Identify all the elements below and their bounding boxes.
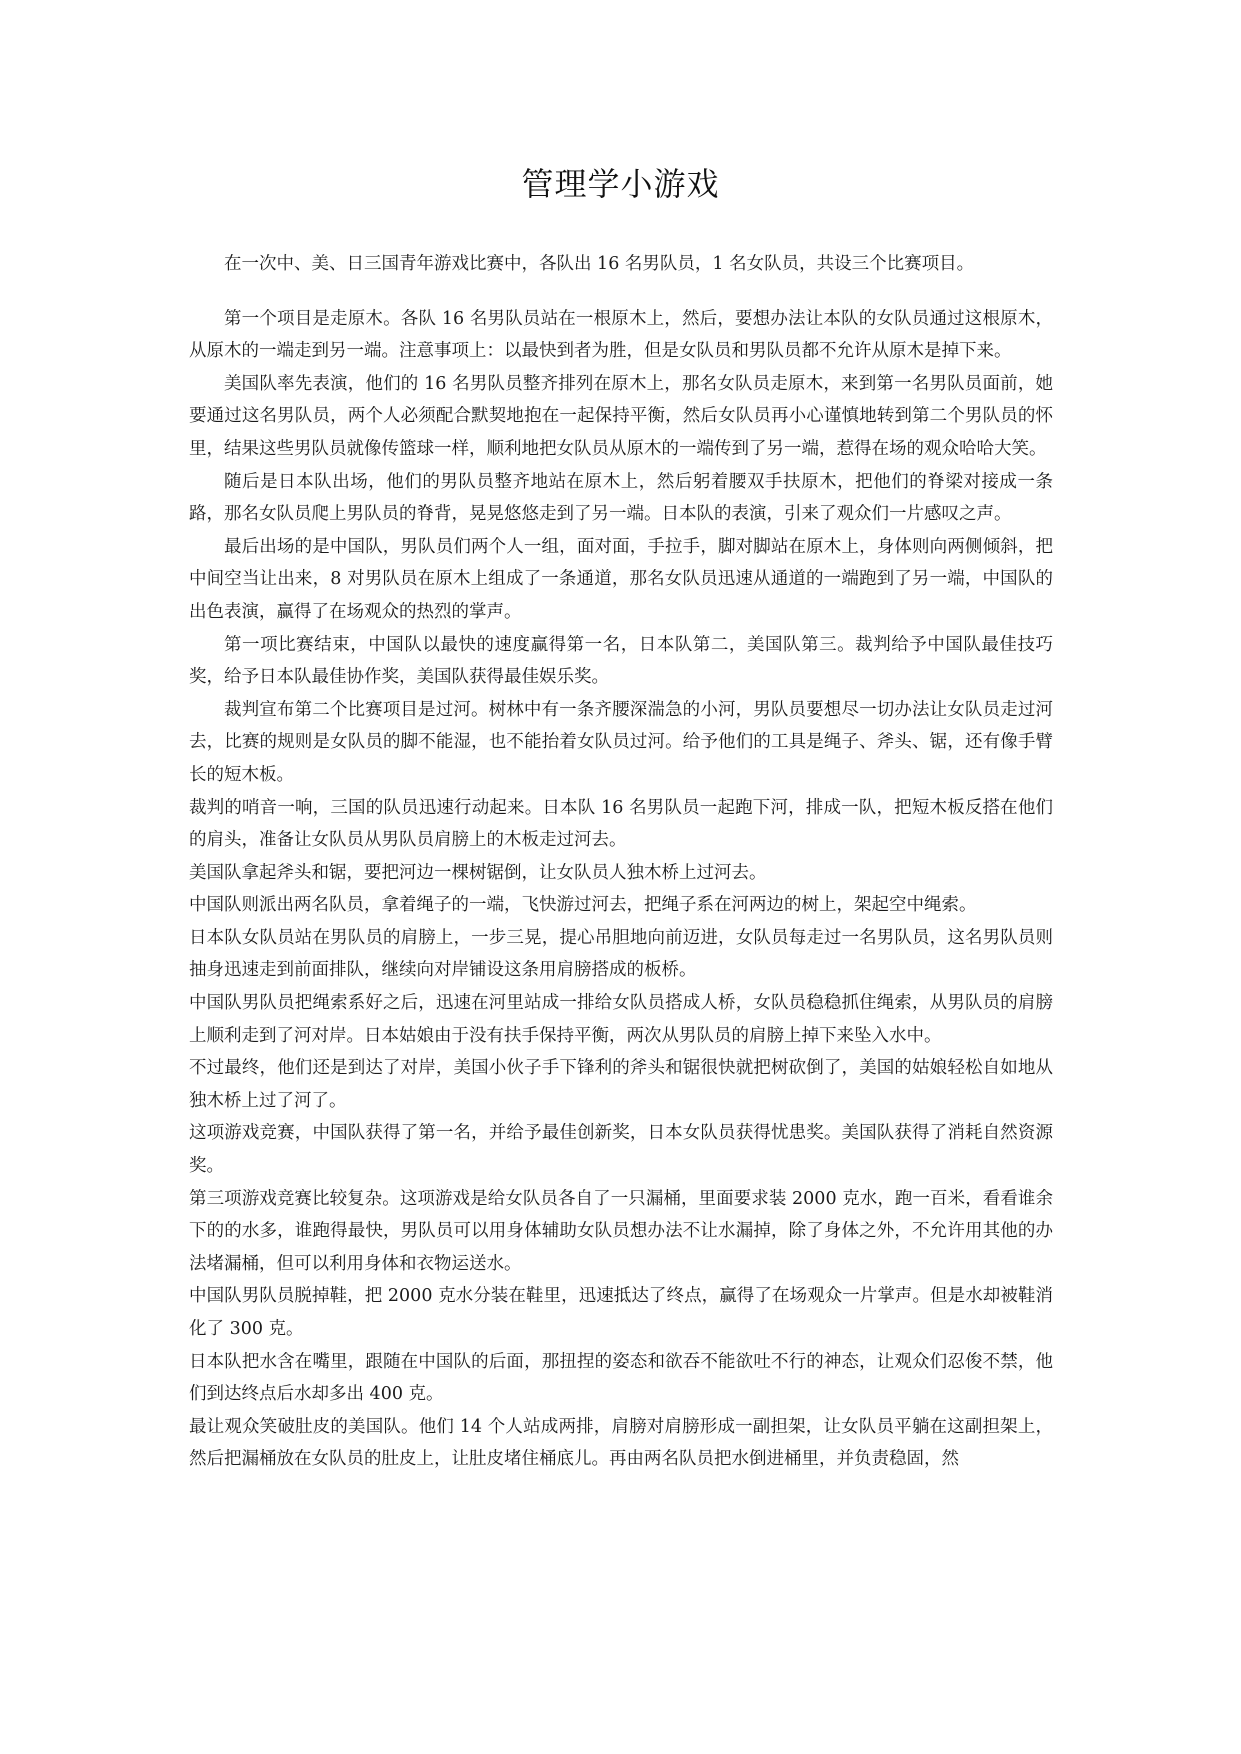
paragraph: 第三项游戏竞赛比较复杂。这项游戏是给女队员各自了一只漏桶，里面要求装 2000 克水，跑一百米，看看谁余下的的水多，谁跑得最快，男队员可以用身体辅助女队员想办法不让水漏掉，除了身体之外，不允许用其他的办法堵漏桶，但可以利用身体和衣物运送水。 [189, 1188, 1053, 1274]
paragraph: 美国队拿起斧头和锯，要把河边一棵树锯倒，让女队员人独木桥上过河去。 [189, 862, 767, 883]
paragraph-intro: 在一次中、美、日三国青年游戏比赛中，各队出 16 名男队员，1 名女队员，共设三个比赛项目。 [224, 254, 975, 274]
paragraph: 美国队率先表演，他们的 16 名男队员整齐排列在原木上，那名女队员走原木，来到第一名男队员面前，她要通过这名男队员，两个人必须配合默契地抱在一起保持平衡，然后女队员再小心谨慎地转到第二个男队员的怀里，结果这些男队员就像传篮球一样，顺利地把女队员从原木的一端传到了另一端，惹得在场的观众哈哈大笑。 [189, 373, 1053, 459]
document-title: 管理学小游戏 [521, 165, 720, 203]
paragraph: 中国队男队员脱掉鞋，把 2000 克水分装在鞋里，迅速抵达了终点，赢得了在场观众一片掌声。但是水却被鞋消化了 300 克。 [189, 1286, 1053, 1339]
paragraph: 日本队把水含在嘴里，跟随在中国队的后面，那扭捏的姿态和欲吞不能欲吐不行的神态，让观众们忍俊不禁，他们到达终点后水却多出 400 克。 [189, 1351, 1053, 1405]
document-body [189, 248, 1053, 1476]
paragraph: 第一项比赛结束，中国队以最快的速度赢得第一名，日本队第二，美国队第三。裁判给予中国队最佳技巧奖，给予日本队最佳协作奖，美国队获得最佳娱乐奖。 [189, 634, 1053, 688]
paragraph: 中国队则派出两名队员，拿着绳子的一端，飞快游过河去，把绳子系在河两边的树上，架起空中绳索。 [189, 895, 977, 916]
paragraph: 最让观众笑破肚皮的美国队。他们 14 个人站成两排，肩膀对肩膀形成一副担架，让女队员平躺在这副担架上，然后把漏桶放在女队员的肚皮上，让肚皮堵住桶底儿。再由两名队员把水倒进桶里，并负责稳固，然 [189, 1416, 1053, 1470]
paragraph: 中国队男队员把绳索系好之后，迅速在河里站成一排给女队员搭成人桥，女队员稳稳抓住绳索，从男队员的肩膀上顺利走到了河对岸。日本姑娘由于没有扶手保持平衡，两次从男队员的肩膀上掉下来坠入水中。 [189, 993, 1053, 1046]
paragraph: 日本队女队员站在男队员的肩膀上，一步三晃，提心吊胆地向前迈进，女队员每走过一名男队员，这名男队员则抽身迅速走到前面排队，继续向对岸铺设这条用肩膀搭成的板桥。 [189, 927, 1053, 981]
paragraph: 裁判宣布第二个比赛项目是过河。树林中有一条齐腰深湍急的小河，男队员要想尽一切办法让女队员走过河去，比赛的规则是女队员的脚不能湿，也不能抬着女队员过河。给予他们的工具是绳子、斧头、锯，还有像手臂长的短木板。 [189, 699, 1053, 785]
paragraph: 最后出场的是中国队，男队员们两个人一组，面对面，手拉手，脚对脚站在原木上，身体则向两侧倾斜，把中间空当让出来，8 对男队员在原木上组成了一条通道，那名女队员迅速从通道的一端跑到了另一端，中国队的出色表演，赢得了在场观众的热烈的掌声。 [189, 536, 1053, 622]
paragraph: 裁判的哨音一响，三国的队员迅速行动起来。日本队 16 名男队员一起跑下河，排成一队，把短木板反搭在他们的肩头，准备让女队员从男队员肩膀上的木板走过河去。 [189, 797, 1053, 851]
paragraph: 这项游戏竞赛，中国队获得了第一名，并给予最佳创新奖，日本女队员获得忧患奖。美国队获得了消耗自然资源奖。 [189, 1123, 1053, 1177]
paragraph: 不过最终，他们还是到达了对岸，美国小伙子手下锋利的斧头和锯很快就把树砍倒了，美国的姑娘轻松自如地从独木桥上过了河了。 [189, 1058, 1053, 1111]
paragraph: 随后是日本队出场，他们的男队员整齐地站在原木上，然后躬着腰双手扶原木，把他们的脊梁对接成一条路，那名女队员爬上男队员的脊背，晃晃悠悠走到了另一端。日本队的表演，引来了观众们一片感叹之声。 [189, 471, 1053, 525]
paragraph: 第一个项目是走原木。各队 16 名男队员站在一根原木上，然后，要想办法让本队的女队员通过这根原木，从原木的一端走到另一端。注意事项上：以最快到者为胜，但是女队员和男队员都不允许从原木是掉下来。 [189, 308, 1053, 362]
